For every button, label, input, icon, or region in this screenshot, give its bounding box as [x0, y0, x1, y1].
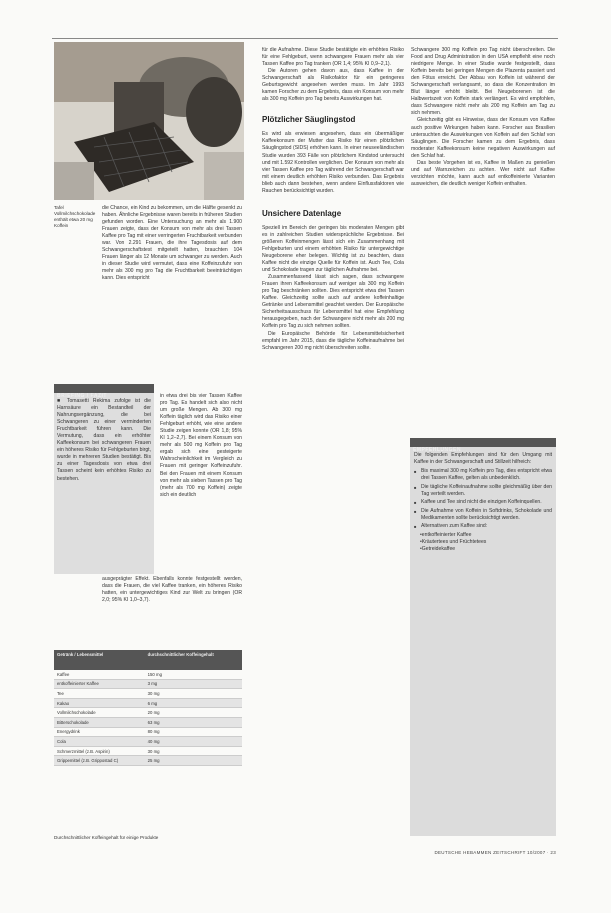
col2-paragraph-3: Es wird als erwiesen angesehen, dass ein übermäßiger Kaffeekonsum der Mutter das Risiko für einen plötzlichen Säuglingstod (SIDS) erhöhen kann. In einer neuseeländischen Studie wurden 393 Fälle von plötzlichem Kindstod untersucht und mit 1.592 Kontrollen verglichen. Der Konsum von mehr als vier Tassen Kaffee pro Tag während der Schwangerschaft war mit einem deutlich erhöhten Risiko verbunden. Das Ergebnis blieb auch dann bestehen, wenn andere Einflussfaktoren wie Rauchen berücksichtigt wurden.: [262, 131, 404, 194]
column-1: [102, 205, 242, 283]
column-1-bottom: [102, 576, 242, 604]
briefing-heading: [54, 384, 154, 399]
col2-paragraph-1: für die Aufnahme. Diese Studie bestätigte ein erhöhtes Risiko für eine Fehlgeburt, wenn schwangere Frauen mehr als vier Tassen Kaffee pro Tag tranken (OR 1,4; 95% KI 0,9–2,1).: [262, 47, 404, 68]
recommendations-heading: [410, 438, 556, 453]
table-cell: Energydrink: [54, 727, 145, 737]
table-row: [54, 746, 242, 756]
table-cell: Bitterschokolade: [54, 717, 145, 727]
col1-paragraph-1: die Chance, ein Kind zu bekommen, um die Hälfte gesenkt zu haben. Ähnliche Ergebnisse waren bereits in früheren Studien gefunden worden. Eine Untersuchung an mehr als 1.900 Frauen zeigte, dass der Konsum von mehr als drei Tassen Kaffee pro Tag mit einer verringerten Fruchtbarkeit verbunden war. Von 2.291 Frauen, die ihre Tagesdosis auf dem Schwangerschaftstest mitgeteilt hatten, brauchten 104 Frauen länger als 12 Monate um schwanger zu werden. Auch in dieser Studie wird vermutet, dass eine Koffeinzufuhr von mehr als 300 mg pro Tag die Fruchtbarkeit beeinträchtigen kann. Dies entspricht: [102, 205, 242, 282]
heading-sids: Plötzlicher Säuglingstod: [262, 115, 356, 125]
col1-paragraph-3: ausgeprägter Effekt. Ebenfalls konnte festgestellt werden, dass die Frauen, die viel Kaffee tranken, ein höheres Risiko hatten, ein untergewichtiges Kind zur Welt zu bringen (OR 2,0; 95% KI 1,0–3,7).: [102, 576, 242, 604]
recommendations-heading-text: EMPFEHLUNGEN: [413, 447, 461, 453]
table-header-product: Getränk / Lebensmittel: [54, 650, 145, 670]
chocolate-photo: [54, 42, 244, 200]
table-row: [54, 708, 242, 718]
table-row: [54, 756, 242, 766]
top-rule: [52, 38, 558, 39]
table-row: [54, 727, 242, 737]
table-caption: Durchschnittlicher Koffeingehalt für einige Produkte: [54, 835, 159, 840]
table-row: [54, 689, 242, 699]
heading-datenlage: Unsichere Datenlage: [262, 208, 342, 218]
col1-paragraph-2: in etwa drei bis vier Tassen Kaffee pro Tag. Es handelt sich also nicht um große Mengen. Ab 300 mg Koffein täglich wird das Risiko einer Fehlgeburt erhöht, wie eine andere Studie zeigen konnte (OR 1,8; 95% KI 1,2–2,7). Bei einem Konsum von mehr als 500 mg Koffein pro Tag ergab sich eine gesteigerte Wahrscheinlichkeit im Vergleich zu Frauen mit geringer Koffeinzufuhr. Bei den Frauen mit einem Konsum von mehr als sieben Tassen pro Tag (mehr als 700 mg Koffein) zeigte sich ein deutlich: [160, 393, 242, 498]
table-row: [54, 737, 242, 747]
list-item: ■ Die Aufnahme von Koffein in Softdrinks, Schokolade und Medikamenten sollte berücksichtigt werden.: [414, 508, 552, 522]
table-cell: Grippemittel (z.B. Grippostad C): [54, 756, 145, 766]
list-item: ■ Alternativen zum Kaffee sind:: [414, 523, 552, 530]
table-row: [54, 670, 242, 679]
col3-paragraph-1: Schwangere 300 mg Koffein pro Tag nicht überschreiten. Die Food and Drug Administration in den USA empfiehlt eine noch niedrigere Menge. In einer Studie wurde festgestellt, dass Koffein bereits bei geringen Mengen die Plazenta passiert und den Fötus erreicht. Der Abbau von Koffein ist während der Schwangerschaft verlangsamt, so dass die Konzentration im Blut länger erhöht bleibt. Bei Neugeborenen ist die Halbwertszeit von Koffein stark verlängert. Es wird empfohlen, dass Schwangere nicht mehr als 200 mg Koffein am Tag zu sich nehmen.: [411, 47, 555, 117]
recommendations-intro: Die folgenden Empfehlungen sind für den Umgang mit Kaffee in der Schwangerschaft und Stillzeit hilfreich:: [414, 452, 552, 466]
table-cell: Schmerzmittel (z.B. Aspirin): [54, 746, 145, 756]
table-header-caffeine: durchschnittlicher Koffeingehalt: [145, 650, 242, 670]
briefing-heading-text: BRIEFING / FAZIT: [57, 393, 107, 399]
column-3: [411, 47, 555, 188]
table-cell: Cola: [54, 737, 145, 747]
chocolate-illustration: [54, 42, 244, 200]
table-row: [54, 679, 242, 689]
table-row: [54, 698, 242, 708]
col3-paragraph-2: Gleichzeitig gibt es Hinweise, dass der Konsum von Kaffee auch positive Wirkungen haben kann. Forscher aus Brasilien untersuchten die Auswirkungen von Koffein auf den Schlaf von Säuglingen. Die Forscher kamen zu dem Ergebnis, dass moderater Kaffeekonsum keine negativen Auswirkungen auf den Schlaf hat.: [411, 117, 555, 159]
list-item: ■ Kaffee und Tee sind nicht die einzigen Koffeinquellen.: [414, 499, 552, 506]
page-footer: DEUTSCHE HEBAMMEN ZEITSCHRIFT 10/2007 · 23: [434, 850, 556, 855]
table-cell: 40 mg: [145, 737, 242, 747]
table-cell: 3 mg: [145, 679, 242, 689]
table-cell: Kaffee: [54, 670, 145, 679]
recommendations-list: [414, 468, 552, 530]
briefing-text-wrap: [57, 398, 151, 483]
table-cell: Kakao: [54, 698, 145, 708]
table-cell: 80 mg: [145, 727, 242, 737]
table-cell: 63 mg: [145, 717, 242, 727]
briefing-text: ■ Tomasetti Rekima zufolge ist die Harnsäure ein Bestandteil der Nahrungsergänzung, die bei Schwangeren zu einer verminderten Fruchtbarkeit führen kann. Die Vermutung, dass ein erhöhter Kaffeekonsum bei schwangeren Frauen ein höheres Risiko für Fehlgeburten birgt, wurde in mehreren Studien bestätigt. Bis zu einer Tagesdosis von etwa drei Tassen scheint kein erhöhtes Risiko zu bestehen.: [57, 398, 151, 482]
col2-paragraph-4: Speziell im Bereich der geringen bis moderaten Mengen gibt es in zahlreichen Studien widersprüchliche Ergebnisse. Bei größeren Koffeinmengen lässt sich ein Zusammenhang mit Fehlgeburten und einem erhöhten Risiko für untergewichtige Neugeborene eher belegen. Wichtig ist zu beachten, dass Kaffee nicht die einzige Quelle für Koffein ist. Auch Tee, Cola und Schokolade tragen zur täglichen Aufnahme bei.: [262, 224, 404, 274]
col2-paragraph-5: Zusammenfassend lässt sich sagen, dass schwangere Frauen ihren Kaffeekonsum auf weniger als 300 mg Koffein pro Tag beschränken sollten. Dies entspricht etwa drei Tassen Kaffee. Gleichzeitig sollte auch auf andere koffeinhaltige Getränke und Lebensmittel geachtet werden. Der Europäische Sicherheitsausschuss für Lebensmittel hat eine Empfehlung herausgegeben, nach der Schwangere nicht mehr als 200 mg Koffein pro Tag zu sich nehmen sollten.: [262, 274, 404, 330]
table-cell: 20 mg: [145, 708, 242, 718]
column-2: [262, 47, 404, 352]
list-item: • Getreidekaffee: [420, 546, 552, 553]
alternatives-list: [414, 532, 552, 553]
table-cell: 30 mg: [145, 689, 242, 699]
table-cell: Tee: [54, 689, 145, 699]
list-item: ■ Bis maximal 300 mg Koffein pro Tag, dies entspricht etwa drei Tassen Kaffee, gelten als unbedenklich.: [414, 468, 552, 482]
col3-paragraph-3: Das beste Vorgehen ist es, Kaffee in Maßen zu genießen und auf Warnzeichen zu achten. Wer nicht auf Kaffee verzichten möchte, kann auch auf entkoffeinierte Varianten ausweichen, die deutlich weniger Koffein enthalten.: [411, 159, 555, 187]
table-cell: 6 mg: [145, 698, 242, 708]
recommendations-text: [414, 452, 552, 553]
table-row: [54, 717, 242, 727]
table-cell: Vollmilchschokolade: [54, 708, 145, 718]
list-item: • entkoffeinierter Kaffee: [420, 532, 552, 539]
col2-paragraph-2: Die Autoren gehen davon aus, dass Kaffee in der Schwangerschaft als Risikofaktor für ein geringeres Geburtsgewicht angesehen werden muss. Im Jahr 1993 kamen Forscher zu dem Ergebnis, dass ein Konsum von mehr als 300 mg Koffein pro Tag bereits Auswirkungen hat.: [262, 68, 404, 103]
list-item: ■ Die tägliche Koffeinaufnahme sollte gleichmäßig über den Tag verteilt werden.: [414, 484, 552, 498]
table-header-row: [54, 650, 242, 670]
list-item: • Kräutertees und Früchtetees: [420, 539, 552, 546]
column-1-continued: [160, 393, 242, 499]
table-cell: 30 mg: [145, 746, 242, 756]
table-cell: 150 mg: [145, 670, 242, 679]
caffeine-table: [54, 650, 242, 766]
photo-caption: Tafel Vollmilchschokolade enthält etwa 20 mg Koffein: [54, 205, 96, 228]
table-cell: entkoffeinierter Kaffee: [54, 679, 145, 689]
col2-paragraph-6: Die Europäische Behörde für Lebensmittelsicherheit empfahl im Jahr 2015, dass die tägliche Koffeinaufnahme bei Schwangeren 200 mg nicht überschreiten sollte.: [262, 330, 404, 351]
table-cell: 25 mg: [145, 756, 242, 766]
